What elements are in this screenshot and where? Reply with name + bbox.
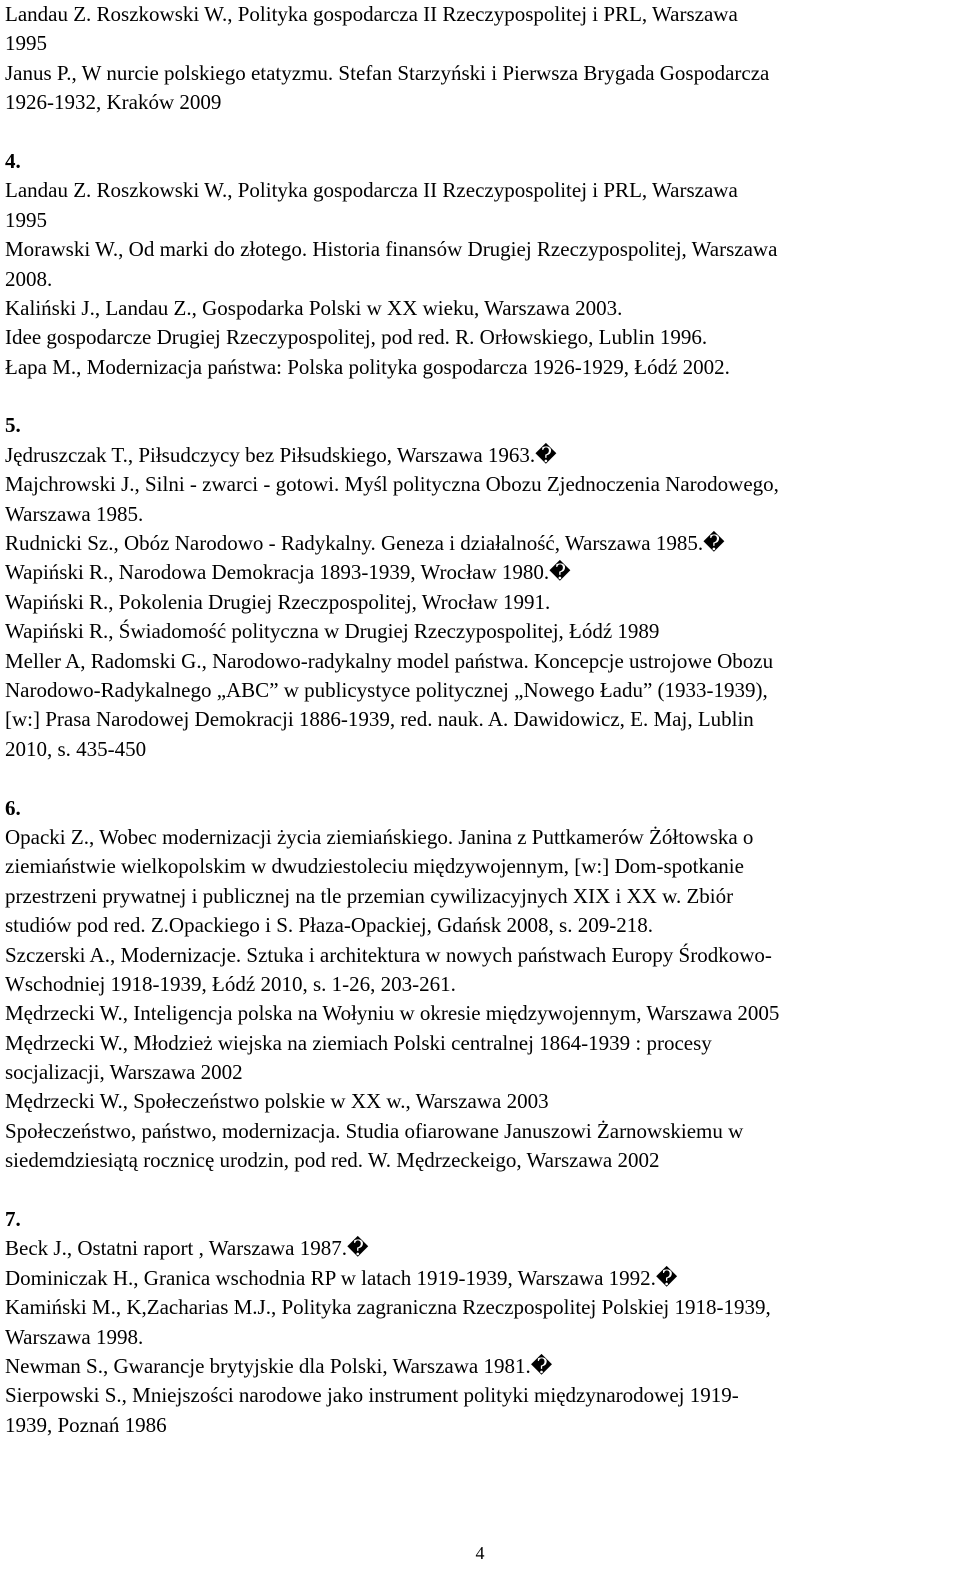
section-4 <box>5 147 957 382</box>
bibliography-line: 1995 <box>5 207 47 232</box>
bibliography-line: studiów pod red. Z.Opackiego i S. Płaza-Opackiej, Gdańsk 2008, s. 209-218. <box>5 913 653 938</box>
section-spacer <box>5 382 957 411</box>
section-7 <box>5 1205 957 1440</box>
section-5 <box>5 411 957 764</box>
bibliography-line: 2010, s. 435-450 <box>5 736 147 761</box>
bibliography-line: Mędrzecki W., Inteligencja polska na Wołyniu w okresie międzywojennym, Warszawa 2005 <box>5 1001 780 1026</box>
bibliography-line: Landau Z. Roszkowski W., Polityka gospodarcza II Rzeczypospolitej i PRL, Warszawa <box>5 2 738 26</box>
bibliography-line: Dominiczak H., Granica wschodnia RP w latach 1919-1939, Warszawa 1992.� <box>5 1265 678 1290</box>
bibliography-line: Janus P., W nurcie polskiego etatyzmu. Stefan Starzyński i Pierwsza Brygada Gospodarcza <box>5 60 770 85</box>
section-heading: 4. <box>5 148 21 173</box>
bibliography-line: Idee gospodarcze Drugiej Rzeczypospolitej, pod red. R. Orłowskiego, Lublin 1996. <box>5 325 708 350</box>
bibliography-line: Meller A, Radomski G., Narodowo-radykalny model państwa. Koncepcje ustrojowe Obozu <box>5 648 774 673</box>
section-spacer <box>5 118 957 147</box>
section-6 <box>5 794 957 1176</box>
bibliography-line: socjalizacji, Warszawa 2002 <box>5 1060 243 1085</box>
page-number: 4 <box>475 1543 485 1563</box>
bibliography-line: 2008. <box>5 266 53 291</box>
bibliography-line: Społeczeństwo, państwo, modernizacja. Studia ofiarowane Januszowi Żarnowskiemu w <box>5 1118 744 1143</box>
bibliography-line: przestrzeni prywatnej i publicznej na tle przemian cywilizacyjnych XIX i XX w. Zbiór <box>5 883 734 908</box>
bibliography-line: Rudnicki Sz., Obóz Narodowo - Radykalny. Geneza i działalność, Warszawa 1985.� <box>5 531 725 556</box>
bibliography-page <box>5 0 957 1440</box>
bibliography-line: Mędrzecki W., Społeczeństwo polskie w XX w., Warszawa 2003 <box>5 1089 549 1114</box>
intro-block <box>5 0 957 118</box>
section-heading: 5. <box>5 413 21 438</box>
bibliography-line: 1995 <box>5 31 47 56</box>
section-heading: 6. <box>5 795 21 820</box>
bibliography-line: 1926-1932, Kraków 2009 <box>5 90 222 115</box>
bibliography-line: Opacki Z., Wobec modernizacji życia ziemiańskiego. Janina z Puttkamerów Żółtowska o <box>5 824 754 849</box>
bibliography-line: Kaliński J., Landau Z., Gospodarka Polski w XX wieku, Warszawa 2003. <box>5 295 623 320</box>
bibliography-line: Wschodniej 1918-1939, Łódź 2010, s. 1-26, 203-261. <box>5 971 456 996</box>
bibliography-line: Jędruszczak T., Piłsudczycy bez Piłsudskiego, Warszawa 1963.� <box>5 442 557 467</box>
bibliography-line: Narodowo-Radykalnego „ABC” w publicystyce politycznej „Nowego Ładu” (1933-1939), <box>5 677 768 702</box>
bibliography-line: [w:] Prasa Narodowej Demokracji 1886-1939, red. nauk. A. Dawidowicz, E. Maj, Lublin <box>5 707 754 732</box>
section-spacer <box>5 1176 957 1205</box>
bibliography-line: 1939, Poznań 1986 <box>5 1412 167 1437</box>
bibliography-line: Sierpowski S., Mniejszości narodowe jako instrument polityki międzynarodowej 1919- <box>5 1383 739 1408</box>
bibliography-line: Kamiński M., K,Zacharias M.J., Polityka zagraniczna Rzeczpospolitej Polskiej 1918-1939, <box>5 1295 771 1320</box>
bibliography-line: Mędrzecki W., Młodzież wiejska na ziemiach Polski centralnej 1864-1939 : procesy <box>5 1030 712 1055</box>
bibliography-line: Wapiński R., Narodowa Demokracja 1893-1939, Wrocław 1980.� <box>5 560 571 585</box>
bibliography-line: Majchrowski J., Silni - zwarci - gotowi. Myśl polityczna Obozu Zjednoczenia Narodowego, <box>5 472 779 497</box>
bibliography-line: Beck J., Ostatni raport , Warszawa 1987.� <box>5 1236 369 1261</box>
bibliography-line: Warszawa 1985. <box>5 501 144 526</box>
bibliography-line: Morawski W., Od marki do złotego. Historia finansów Drugiej Rzeczypospolitej, Warszawa <box>5 237 778 262</box>
bibliography-line: Newman S., Gwarancje brytyjskie dla Polski, Warszawa 1981.� <box>5 1353 553 1378</box>
bibliography-line: Wapiński R., Świadomość polityczna w Drugiej Rzeczypospolitej, Łódź 1989 <box>5 619 660 644</box>
bibliography-line: Szczerski A., Modernizacje. Sztuka i architektura w nowych państwach Europy Środkowo- <box>5 942 772 967</box>
section-heading: 7. <box>5 1207 21 1232</box>
bibliography-line: Warszawa 1998. <box>5 1324 144 1349</box>
section-spacer <box>5 764 957 793</box>
bibliography-line: ziemiaństwie wielkopolskim w dwudziestoleciu międzywojennym, [w:] Dom-spotkanie <box>5 854 744 879</box>
bibliography-line: siedemdziesiątą rocznicę urodzin, pod red. W. Mędrzeckeigo, Warszawa 2002 <box>5 1148 660 1173</box>
bibliography-line: Łapa M., Modernizacja państwa: Polska polityka gospodarcza 1926-1929, Łódź 2002. <box>5 354 730 379</box>
bibliography-line: Wapiński R., Pokolenia Drugiej Rzeczpospolitej, Wrocław 1991. <box>5 589 551 614</box>
bibliography-line: Landau Z. Roszkowski W., Polityka gospodarcza II Rzeczypospolitej i PRL, Warszawa <box>5 178 738 203</box>
